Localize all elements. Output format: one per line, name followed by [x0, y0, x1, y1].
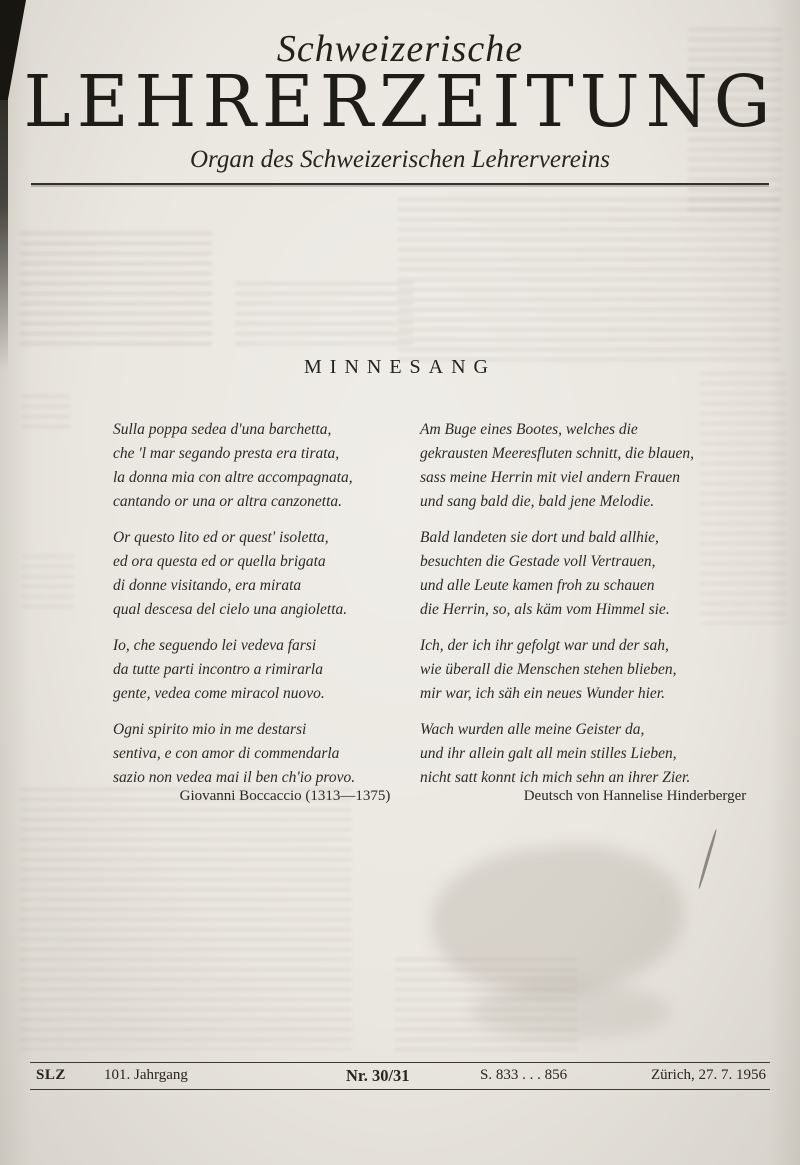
footer-page-range: S. 833 . . . 856	[480, 1067, 568, 1083]
poem-line: wie überall die Menschen stehen blieben,	[420, 661, 677, 678]
masthead-subtitle: Organ des Schweizerischen Lehrervereins	[189, 146, 611, 173]
poem-line: Am Buge eines Bootes, welches die	[420, 421, 638, 438]
poem-line: Or questo lito ed or quest' isoletta,	[113, 529, 329, 546]
showthrough-left-margin-2	[22, 555, 74, 615]
poem-line: Bald landeten sie dort und bald allhie,	[420, 529, 659, 546]
poem-line: und ihr allein galt all mein stilles Lieben,	[420, 745, 677, 762]
showthrough-center	[235, 282, 413, 352]
showthrough-chair-legs	[472, 982, 670, 1040]
footer-bar	[30, 1062, 770, 1090]
poem-line: die Herrin, so, als käm vom Himmel sie.	[420, 601, 670, 618]
stanza	[420, 634, 743, 706]
stanza	[113, 526, 420, 622]
poem-line: und alle Leute kamen froh zu schauen	[420, 577, 655, 594]
poem-line: mir war, ich säh ein neues Wunder hier.	[420, 685, 665, 702]
poem-body	[113, 418, 743, 802]
footer-journal-abbr: SLZ	[36, 1067, 66, 1083]
poem-line: ed ora questa ed or quella brigata	[113, 553, 326, 570]
poem-line: Io, che seguendo lei vedeva farsi	[113, 637, 317, 654]
showthrough-bottom-left	[20, 788, 352, 1050]
masthead-overline: Schweizerische	[276, 28, 524, 70]
scan-stroke-mark	[698, 829, 718, 889]
footer-issue-number: Nr. 30/31	[346, 1066, 410, 1085]
masthead-title: LEHRERZEITUNG	[23, 60, 777, 143]
stanza	[420, 718, 743, 790]
poem-line: che 'l mar segando presta era tirata,	[113, 445, 340, 462]
stanza	[113, 418, 420, 514]
showthrough-left-ad	[20, 232, 212, 348]
footer-place-date: Zürich, 27. 7. 1956	[651, 1067, 766, 1083]
masthead-rule	[31, 183, 769, 185]
attribution-german: Deutsch von Hannelise Hinderberger	[523, 788, 747, 804]
poem-line: sentiva, e con amor di commendarla	[113, 745, 340, 762]
attribution-italian: Giovanni Boccaccio (1313—1375)	[179, 788, 391, 804]
poem-line: sass meine Herrin mit viel andern Frauen	[420, 469, 681, 486]
poem-line: Ich, der ich ihr gefolgt war und der sah,	[420, 637, 669, 654]
poem-line: qual descesa del cielo una angioletta.	[113, 601, 348, 618]
showthrough-right-upper	[398, 198, 780, 366]
poem-line: und sang bald die, bald jene Melodie.	[420, 493, 655, 510]
stanza	[113, 718, 420, 790]
poem-line: Sulla poppa sedea d'una barchetta,	[113, 421, 332, 438]
poem-line: di donne visitando, era mirata	[113, 577, 302, 594]
poem-italian-column	[113, 418, 420, 802]
poem-line: da tutte parti incontro a rimirarla	[113, 661, 323, 678]
poem-german-column	[420, 418, 743, 802]
poem-line: la donna mia con altre accompagnata,	[113, 469, 353, 486]
poem-line: Ogni spirito mio in me destarsi	[113, 721, 307, 738]
showthrough-left-margin	[22, 395, 70, 435]
footer-volume: 101. Jahrgang	[104, 1067, 188, 1083]
stanza	[420, 418, 743, 514]
poem-title: MINNESANG	[304, 356, 496, 378]
poem-line: besuchten die Gestade voll Vertrauen,	[420, 553, 656, 570]
poem-line: cantando or una or altra canzonetta.	[113, 493, 343, 510]
poem-line: gekrausten Meeresfluten schnitt, die blauen,	[420, 445, 695, 462]
poem-line: nicht satt konnt ich mich sehn an ihrer Zier.	[420, 769, 691, 786]
stanza	[113, 634, 420, 706]
stanza	[420, 526, 743, 622]
poem-line: gente, vedea come miracol nuovo.	[113, 685, 325, 702]
poem-line: Wach wurden alle meine Geister da,	[420, 721, 645, 738]
poem-line: sazio non vedea mai il ben ch'io provo.	[113, 769, 356, 786]
